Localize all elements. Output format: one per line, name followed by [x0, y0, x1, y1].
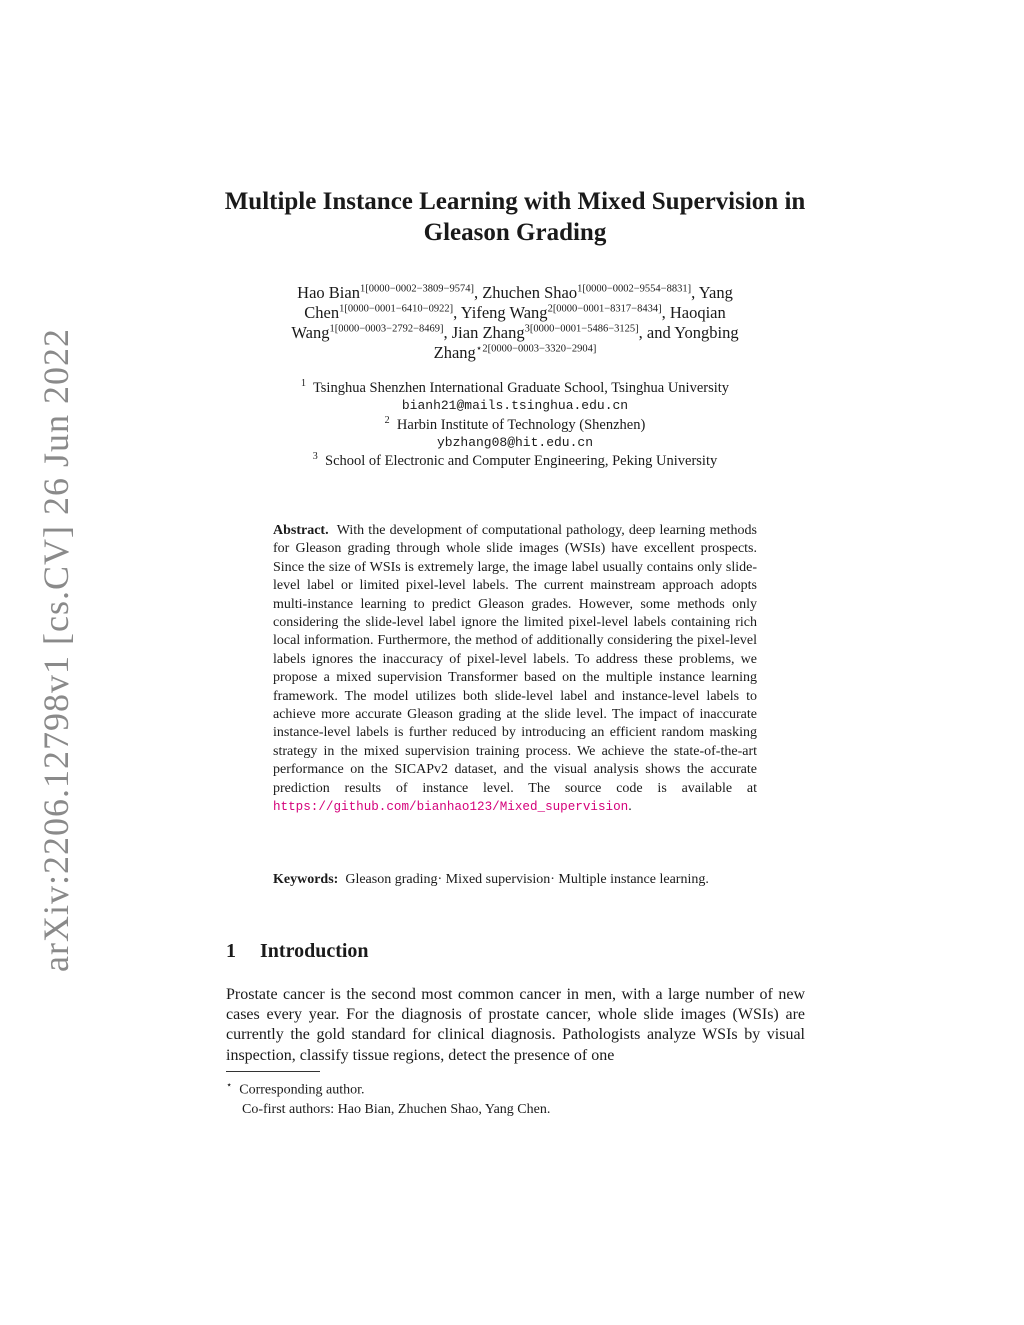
author-name: Jian Zhang	[451, 323, 525, 342]
keywords-label: Keywords:	[273, 872, 339, 887]
author-orcid: ⋆2[0000−0003−3320−2904]	[475, 343, 597, 355]
footnote-cofirst: Co-first authors: Hao Bian, Zhuchen Shao, Yang Chen.	[242, 1101, 551, 1117]
author-name: Zhuchen Shao	[482, 283, 578, 302]
author-name: Yongbing Zhang	[433, 323, 739, 362]
author-list: Hao Bian$^{1[0000-0002-3809-9574]}$, Zhuchen Shao$^{1[0000-0002-9554-8831]}$, Yang Chen$^{1[0000-0001-6410-0922]}$, Yifeng Wang$^{2[0000-0001-8317-8434]}$, Haoqian Wang$^{1[0000-0003-2792-8469]}$, Jian Zhang$^{3[0000-0001-5486-3125]}$, and Yongbing Zhang$^{⋆2[0000-0003-3320-2904]}$	[291, 283, 739, 362]
keywords-text: Gleason grading· Mixed supervision· Multiple instance learning.	[345, 872, 709, 887]
author-name: Yifeng Wang	[460, 303, 548, 322]
email-2[interactable]: ybzhang08@hit.edu.cn	[436, 434, 594, 450]
code-link[interactable]: https://github.com/bianhao123/Mixed_supervision	[273, 800, 629, 815]
author-name: Haoqian Wang	[291, 303, 726, 342]
author-name: Hao Bian	[297, 283, 360, 302]
author-orcid: 1[0000−0001−6410−0922]	[339, 303, 454, 315]
footnote-corresponding: ⋆ Corresponding author.	[226, 1080, 365, 1098]
abstract-label: Abstract.	[273, 523, 329, 538]
footnotes	[226, 1076, 805, 1119]
affiliation-3: $^3$ School of Electronic and Computer Engineering, Peking University	[312, 451, 718, 470]
author-orcid: 2[0000−0001−8317−8434]	[547, 303, 662, 315]
paper-title: Multiple Instance Learning with Mixed Supervision in Gleason Grading	[224, 188, 806, 246]
author-name: Yang Chen	[304, 283, 733, 322]
intro-paragraph: Prostate cancer is the second most common cancer in men, with a large number of new cases every year. For the diagnosis of prostate cancer, whole slide images (WSIs) are currently the gold standard for clinical diagnosis. Pathologists analyze WSIs by visual inspection, classify tissue regions, detect the presence of one	[226, 986, 805, 1064]
keywords	[273, 871, 757, 889]
author-orcid: 3[0000−0001−5486−3125]	[524, 323, 639, 335]
abstract-text: With the development of computational pathology, deep learning methods for Gleason grading through whole slide images (WSIs) have excellent prospects. Since the size of WSIs is extremely large, the image label usually contains only slide-level label or limited pixel-level labels. The current mainstream approach adopts multi-instance learning to predict Gleason grades. However, some methods only considering the slide-level label ignore the limited pixel-level labels containing rich local information. Furthermore, the method of additionally considering the pixel-level labels ignores the inaccuracy of pixel-level labels. To address these problems, we propose a mixed supervision Transformer based on the multiple instance learning framework. The model utilizes both slide-level label and instance-level labels to achieve more accurate Gleason grading at the slide level. The impact of inaccurate instance-level labels is further reduced by introducing an efficient random masking strategy in the mixed supervision training process. We achieve the state-of-the-art performance on the SICAPv2 dataset, and the visual analysis shows the accurate prediction results of instance level. The source code is available at	[273, 523, 757, 796]
author-orcid: 1[0000−0002−9554−8831]	[577, 283, 692, 295]
arxiv-side-identifier: arXiv:2206.12798v1 [cs.CV] 26 Jun 2022	[36, 328, 76, 972]
author-orcid: 1[0000−0002−3809−9574]	[359, 283, 474, 295]
section-number: 1	[226, 940, 236, 962]
abstract: Abstract. With the development of computational pathology, deep learning methods for Gleason grading through whole slide images (WSIs) have excellent prospects. Since the size of WSIs is extremely large, the image label usually contains only slide-level label or limited pixel-level labels. The current mainstream approach adopts multi-instance learning to predict Gleason grades. However, some methods only considering the slide-level label ignore the limited pixel-level labels containing rich local information. Furthermore, the method of additionally considering the pixel-level labels ignores the inaccuracy of pixel-level labels. To address these problems, we propose a mixed supervision Transformer based on the multiple instance learning framework. The model utilizes both slide-level label and instance-level labels to achieve more accurate Gleason grading at the slide level. The impact of inaccurate instance-level labels is further reduced by introducing an efficient random masking strategy in the mixed supervision training process. We achieve the state-of-the-art performance on the SICAPv2 dataset, and the visual analysis shows the accurate prediction results of instance level. The source code is available at https://github.com/bianhao123/Mixed_supervision.	[273, 523, 757, 815]
affiliation-2: $^2$ Harbin Institute of Technology (Shenzhen)	[384, 414, 646, 433]
section-heading	[226, 940, 369, 963]
author-orcid: 1[0000−0003−2792−8469]	[329, 323, 444, 335]
affiliations	[226, 379, 804, 470]
footnote-divider	[226, 1071, 320, 1072]
email-1[interactable]: bianh21@mails.tsinghua.edu.cn	[401, 398, 629, 414]
affiliation-1: $^1$ Tsinghua Shenzhen International Graduate School, Tsinghua University	[300, 378, 730, 396]
section-title: Introduction	[260, 940, 369, 962]
